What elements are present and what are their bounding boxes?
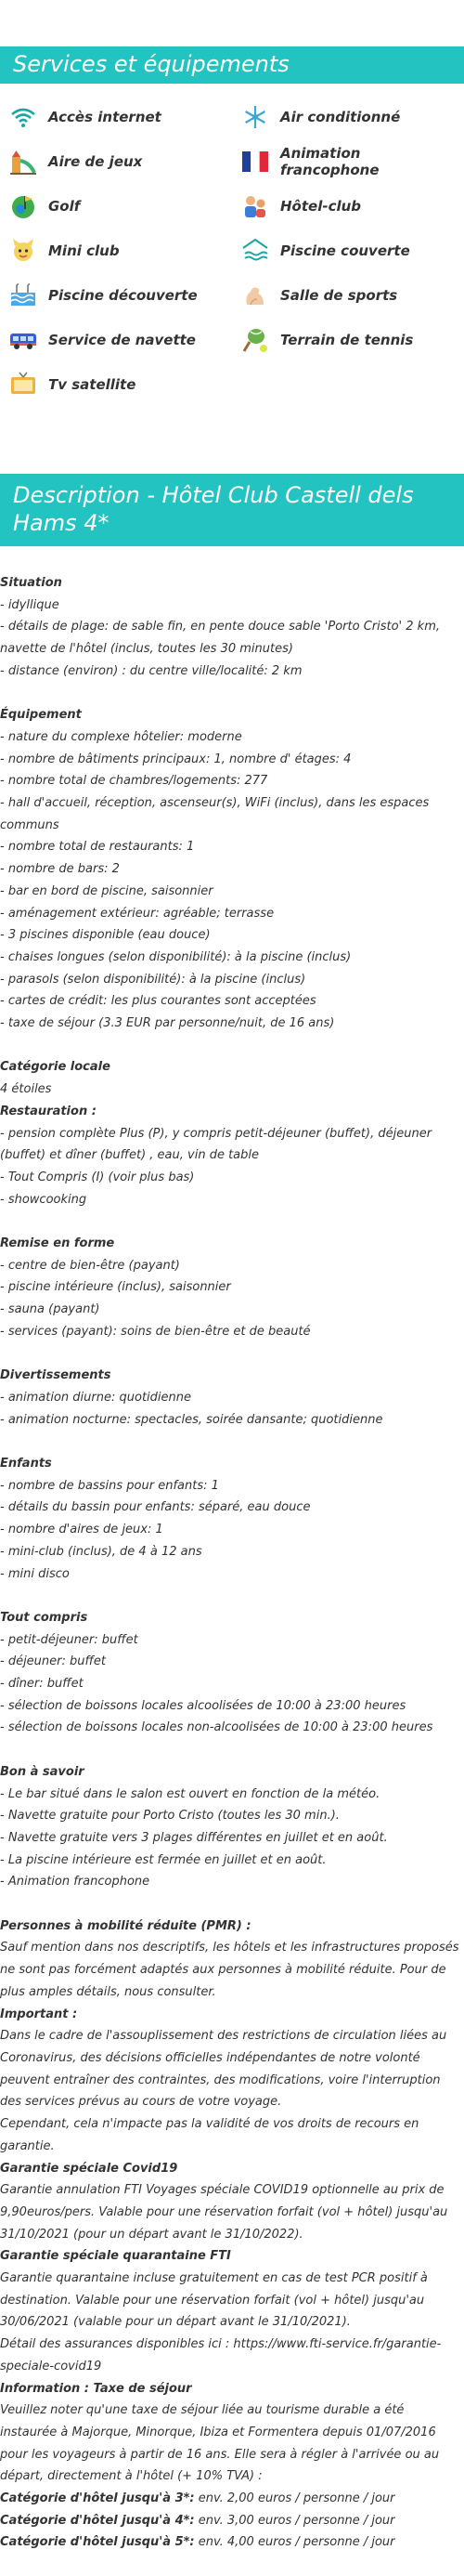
- service-item-air-conditioning: [241, 95, 464, 139]
- section-heading: Restauration :: [0, 1104, 97, 1118]
- section-heading: Catégorie locale: [0, 1060, 110, 1075]
- service-label: Golf: [48, 198, 81, 215]
- services-grid: [0, 84, 464, 407]
- service-item-playground: [9, 139, 232, 184]
- services-title: Services et équipements: [0, 46, 464, 84]
- categorie-value: 4 étoiles: [0, 1082, 52, 1097]
- section-heading: Garantie spéciale Covid19: [0, 2161, 178, 2176]
- equipement-line: - parasols (selon disponibilité): à la piscine (inclus): [0, 972, 306, 987]
- tout-compris-line: - dîner: buffet: [0, 1677, 84, 1692]
- important-text: Cependant, cela n'impacte pas la validité de vos droits de recours en garantie.: [0, 2117, 419, 2153]
- taxe-cat-value: env. 3,00 euros / personne / jour: [194, 2513, 395, 2528]
- restauration-line: - showcooking: [0, 1192, 87, 1207]
- equipement-line: - nature du complexe hôtelier: moderne: [0, 729, 242, 744]
- tout-compris-line: - sélection de boissons locales non-alcoolisées de 10:00 à 23:00 heures: [0, 1720, 433, 1735]
- shuttle-icon: [9, 326, 37, 354]
- section-situation: [0, 572, 464, 683]
- section-categorie: [0, 1056, 464, 1210]
- tout-compris-line: - sélection de boissons locales alcoolisées de 10:00 à 23:00 heures: [0, 1698, 406, 1713]
- tout-compris-line: - déjeuner: buffet: [0, 1654, 106, 1669]
- service-item-indoor-pool: [241, 229, 464, 273]
- equipement-line: - nombre de bâtiments principaux: 1, nombre d' étages: 4: [0, 752, 352, 766]
- section-heading: Information : Taxe de séjour: [0, 2381, 192, 2396]
- covid-text: Garantie annulation FTI Voyages spéciale COVID19 optionnelle au prix de 9,90euros/pers. Valable pour une réservation forfait (vol + hôtel) jusqu'au 31/10/2021 (pour un départ avant le 31/10/2022).: [0, 2183, 448, 2242]
- service-item-satellite-tv: [9, 362, 232, 407]
- tennis-icon: [241, 326, 269, 354]
- enfants-line: - nombre de bassins pour enfants: 1: [0, 1478, 219, 1493]
- playground-icon: [9, 148, 37, 176]
- equipement-line: - chaises longues (selon disponibilité): à la piscine (inclus): [0, 949, 352, 964]
- enfants-line: - nombre d'aires de jeux: 1: [0, 1523, 163, 1537]
- french-flag-icon: [241, 148, 269, 176]
- equipement-line: - nombre total de chambres/logements: 277: [0, 774, 268, 789]
- situation-line: - distance (environ) : du centre ville/localité: 2 km: [0, 663, 303, 678]
- description-title: Description - Hôtel Club Castell dels Hams 4*: [0, 474, 464, 546]
- taxe-cat-label: Catégorie d'hôtel jusqu'à 4*:: [0, 2513, 195, 2528]
- section-heading: Divertissements: [0, 1368, 111, 1383]
- enfants-line: - mini disco: [0, 1566, 70, 1581]
- equipement-line: - cartes de crédit: les plus courantes sont acceptées: [0, 994, 316, 1009]
- equipement-line: - nombre de bars: 2: [0, 862, 120, 877]
- service-label: Service de navette: [48, 332, 196, 348]
- taxe-cat-value: env. 2,00 euros / personne / jour: [194, 2491, 395, 2506]
- service-item-tennis: [241, 318, 464, 362]
- tout-compris-line: - petit-déjeuner: buffet: [0, 1632, 138, 1647]
- remise-line: - centre de bien-être (payant): [0, 1258, 180, 1273]
- golf-icon: [9, 192, 37, 220]
- service-label: Terrain de tennis: [280, 332, 414, 348]
- bon-a-savoir-line: - Navette gratuite pour Porto Cristo (toutes les 30 min.).: [0, 1809, 340, 1824]
- taxe-cat-label: Catégorie d'hôtel jusqu'à 5*:: [0, 2535, 195, 2550]
- service-label: Mini club: [48, 242, 120, 259]
- section-divertissements: [0, 1365, 464, 1431]
- situation-line: - détails de plage: de sable fin, en pente douce sable 'Porto Cristo' 2 km, navette de l'hôtel (inclus, toutes les 30 minutes): [0, 620, 440, 657]
- section-heading: Bon à savoir: [0, 1764, 84, 1779]
- description-body: [0, 546, 464, 2554]
- restauration-line: - pension complète Plus (P), y compris petit-déjeuner (buffet), déjeuner (buffet) et dîner (buffet) , eau, vin de table: [0, 1126, 432, 1163]
- equipement-line: - 3 piscines disponible (eau douce): [0, 928, 211, 943]
- indoor-pool-icon: [241, 237, 269, 265]
- bon-a-savoir-line: - Animation francophone: [0, 1875, 150, 1890]
- service-item-outdoor-pool: [9, 273, 232, 318]
- taxe-cat-value: env. 4,00 euros / personne / jour: [194, 2535, 395, 2550]
- service-label: Animation francophone: [280, 145, 380, 178]
- equipement-line: - bar en bord de piscine, saisonnier: [0, 883, 213, 898]
- situation-line: - idyllique: [0, 597, 59, 612]
- pmr-text: Sauf mention dans nos descriptifs, les hôtels et les infrastructures proposés ne sont pas forcément adaptés aux personnes à mobilité réduite. Pour de plus amples détails, nous consulter.: [0, 1941, 459, 1999]
- equipement-line: - aménagement extérieur: agréable; terrasse: [0, 906, 275, 921]
- divertissements-line: - animation diurne: quotidienne: [0, 1390, 191, 1405]
- section-bon-a-savoir: [0, 1761, 464, 1893]
- taxe-text: Veuillez noter qu'une taxe de séjour liée au tourisme durable a été instaurée à Majorque, Minorque, Ibiza et Formentera depuis 01/07/2016 pour les voyageurs à partir de 16 ans. Elle sera à régler à l'arrivée ou au départ, directement à l'hôtel (+ 10% TVA) :: [0, 2403, 440, 2484]
- service-item-internet: [9, 95, 232, 139]
- section-remise-en-forme: [0, 1233, 464, 1343]
- equipement-line: - hall d'accueil, réception, ascenseur(s), WiFi (inclus), dans les espaces communs: [0, 796, 430, 832]
- remise-line: - piscine intérieure (inclus), saisonnier: [0, 1280, 231, 1295]
- hotel-club-icon: [241, 192, 269, 220]
- service-item-mini-club: [9, 229, 232, 273]
- service-label: Tv satellite: [48, 376, 136, 393]
- quarantine-text: Détail des assurances disponibles ici : https://www.fti-service.fr/garantie-speciale-covid19: [0, 2337, 442, 2373]
- section-heading: Enfants: [0, 1457, 52, 1471]
- gym-icon: [241, 281, 269, 309]
- outdoor-pool-icon: [9, 281, 37, 309]
- service-label: Aire de jeux: [48, 153, 143, 170]
- important-text: Dans le cadre de l'assouplissement des restrictions de circulation liées au Coronavirus, des décisions officielles indépendantes de notre volonté peuvent entraîner des contraintes, des modifications, voire l'interruption des services prévus au cours de votre voyage.: [0, 2029, 447, 2110]
- bon-a-savoir-line: - Navette gratuite vers 3 plages différentes en juillet et en août.: [0, 1830, 388, 1845]
- service-label: Piscine découverte: [48, 287, 198, 304]
- section-heading: Équipement: [0, 708, 82, 723]
- service-label: Air conditionné: [280, 109, 401, 125]
- enfants-line: - détails du bassin pour enfants: séparé, eau douce: [0, 1500, 311, 1515]
- taxe-cat5: [0, 2531, 464, 2554]
- tv-icon: [9, 371, 37, 399]
- service-label: Accès internet: [48, 109, 161, 125]
- wifi-icon: [9, 103, 37, 131]
- service-label: Piscine couverte: [280, 242, 410, 259]
- section-heading: Situation: [0, 576, 62, 590]
- quarantine-text: Garantie quarantaine incluse gratuitement en cas de test PCR positif à destination. Valable pour une réservation forfait (vol + hôtel) jusqu'au 30/06/2021 (valable pour un départ avant le 31/10/2021).: [0, 2271, 428, 2330]
- taxe-cat4: [0, 2510, 464, 2532]
- section-heading: Remise en forme: [0, 1236, 115, 1251]
- remise-line: - sauna (payant): [0, 1302, 100, 1317]
- bon-a-savoir-line: - Le bar situé dans le salon est ouvert en fonction de la météo.: [0, 1786, 380, 1801]
- taxe-cat-label: Catégorie d'hôtel jusqu'à 3*:: [0, 2491, 195, 2506]
- enfants-line: - mini-club (inclus), de 4 à 12 ans: [0, 1544, 202, 1559]
- section-tout-compris: [0, 1607, 464, 1739]
- snowflake-icon: [241, 103, 269, 131]
- service-item-hotel-club: [241, 184, 464, 229]
- equipement-line: - taxe de séjour (3.3 EUR par personne/nuit, de 16 ans): [0, 1016, 335, 1031]
- service-label: Hôtel-club: [280, 198, 362, 215]
- section-equipement: [0, 704, 464, 1035]
- service-item-french-animation: [241, 139, 464, 184]
- mini-club-icon: [9, 237, 37, 265]
- section-enfants: [0, 1453, 464, 1585]
- equipement-line: - nombre total de restaurants: 1: [0, 840, 195, 855]
- section-heading: Important :: [0, 2007, 78, 2021]
- section-heading: Tout compris: [0, 1610, 88, 1625]
- section-heading: Personnes à mobilité réduite (PMR) :: [0, 1918, 251, 1933]
- taxe-cat3: [0, 2488, 464, 2510]
- service-label: Salle de sports: [280, 287, 398, 304]
- section-heading: Garantie spéciale quarantaine FTI: [0, 2249, 231, 2264]
- remise-line: - services (payant): soins de bien-être et de beauté: [0, 1324, 311, 1339]
- service-item-golf: [9, 184, 232, 229]
- divertissements-line: - animation nocturne: spectacles, soirée dansante; quotidienne: [0, 1412, 383, 1427]
- service-item-gym: [241, 273, 464, 318]
- restauration-line: - Tout Compris (I) (voir plus bas): [0, 1170, 195, 1184]
- bon-a-savoir-line: - La piscine intérieure est fermée en juillet et en août.: [0, 1852, 327, 1867]
- section-pmr: [0, 1916, 464, 2554]
- service-item-shuttle: [9, 318, 232, 362]
